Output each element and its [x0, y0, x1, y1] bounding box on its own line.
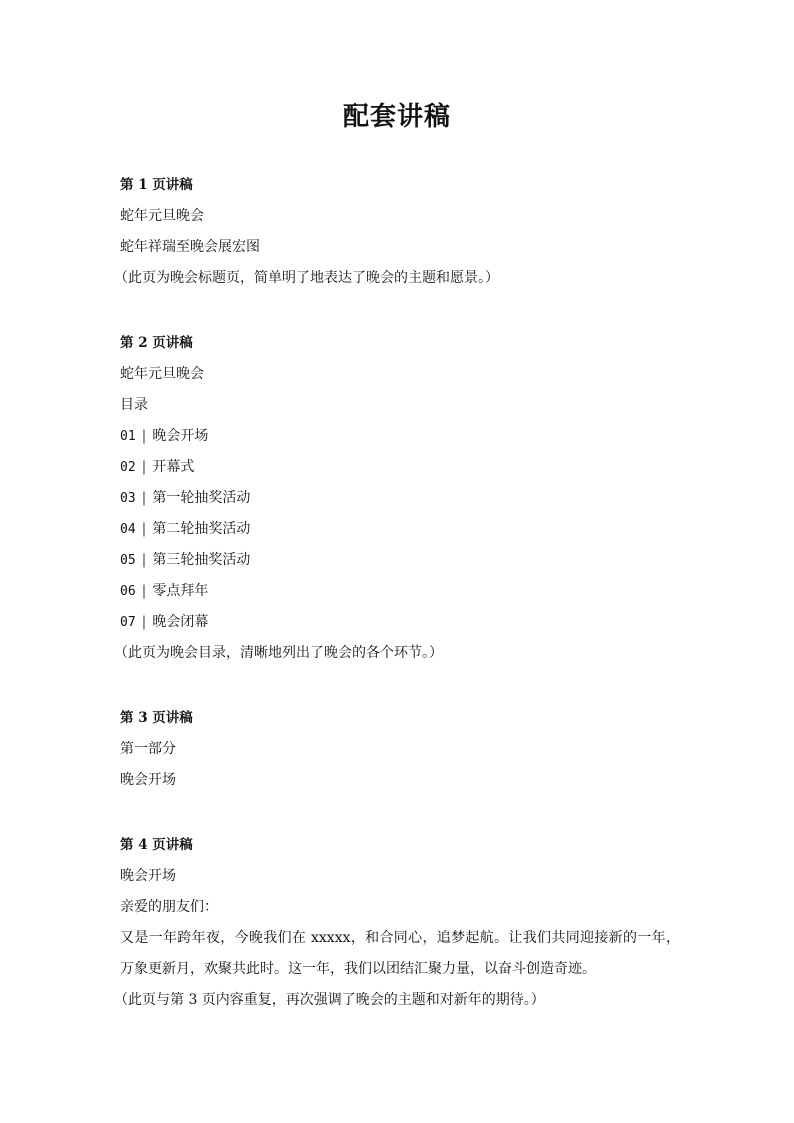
toc-number: 05: [120, 553, 136, 568]
toc-label: 第一轮抽奖活动: [152, 490, 251, 506]
section-page-3-script: [120, 703, 680, 796]
text-line: 蛇年元旦晚会: [120, 366, 204, 382]
toc-separator: |: [141, 428, 147, 444]
toc-separator: |: [141, 521, 147, 537]
toc-item: [120, 483, 680, 514]
section-heading: 第 1 页讲稿: [120, 177, 193, 193]
body-paragraph: 又是一年跨年夜，今晚我们在 xxxxx，和合同心，追梦起航。让我们共同迎接新的一年，万象更新月，欢聚共此时。这一年，我们以团结汇聚力量，以奋斗创造奇迹。: [120, 930, 680, 977]
section-heading: 第 4 页讲稿: [120, 837, 193, 853]
toc-label: 晚会开场: [152, 428, 209, 444]
section-heading: 第 3 页讲稿: [120, 710, 193, 726]
toc-separator: |: [141, 552, 147, 568]
toc-separator: |: [141, 490, 147, 506]
toc-number: 06: [120, 584, 136, 599]
toc-number: 03: [120, 491, 136, 506]
toc-label: 第三轮抽奖活动: [152, 552, 251, 568]
toc-number: 02: [120, 460, 136, 475]
toc-item: [120, 452, 680, 483]
toc-number: 01: [120, 429, 136, 444]
toc-item: [120, 514, 680, 545]
toc-item: [120, 545, 680, 576]
text-line: 蛇年祥瑞至晚会展宏图: [120, 239, 260, 255]
toc-number: 07: [120, 615, 136, 630]
section-note: （此页与第 3 页内容重复，再次强调了晚会的主题和对新年的期待。）: [114, 992, 545, 1008]
toc-label: 晚会闭幕: [152, 614, 209, 630]
toc-separator: |: [141, 459, 147, 475]
section-note: （此页为晚会标题页，简单明了地表达了晚会的主题和愿景。）: [114, 270, 499, 286]
toc-label: 第二轮抽奖活动: [152, 521, 251, 537]
toc-separator: |: [141, 583, 147, 599]
text-line: 晚会开场: [120, 772, 176, 788]
page-title: 配套讲稿: [342, 102, 451, 132]
text-line: 第一部分: [120, 741, 176, 757]
section-heading: 第 2 页讲稿: [120, 335, 193, 351]
toc-separator: |: [141, 614, 147, 630]
toc-label: 开幕式: [152, 459, 195, 475]
section-page-2-script: [114, 328, 680, 669]
section-page-1-script: [114, 170, 680, 294]
text-line: 蛇年元旦晚会: [120, 208, 204, 224]
toc-number: 04: [120, 522, 136, 537]
toc-item: [120, 576, 680, 607]
toc-item: [120, 607, 680, 638]
section-page-4-script: [114, 830, 680, 1016]
toc-item: [120, 421, 680, 452]
document-body: [114, 170, 680, 1016]
text-line: 晚会开场: [120, 868, 176, 884]
text-line: 目录: [120, 397, 148, 413]
toc-label: 零点拜年: [152, 583, 209, 599]
text-line: 亲爱的朋友们：: [120, 899, 218, 915]
section-note: （此页为晚会目录，清晰地列出了晚会的各个环节。）: [114, 645, 443, 661]
